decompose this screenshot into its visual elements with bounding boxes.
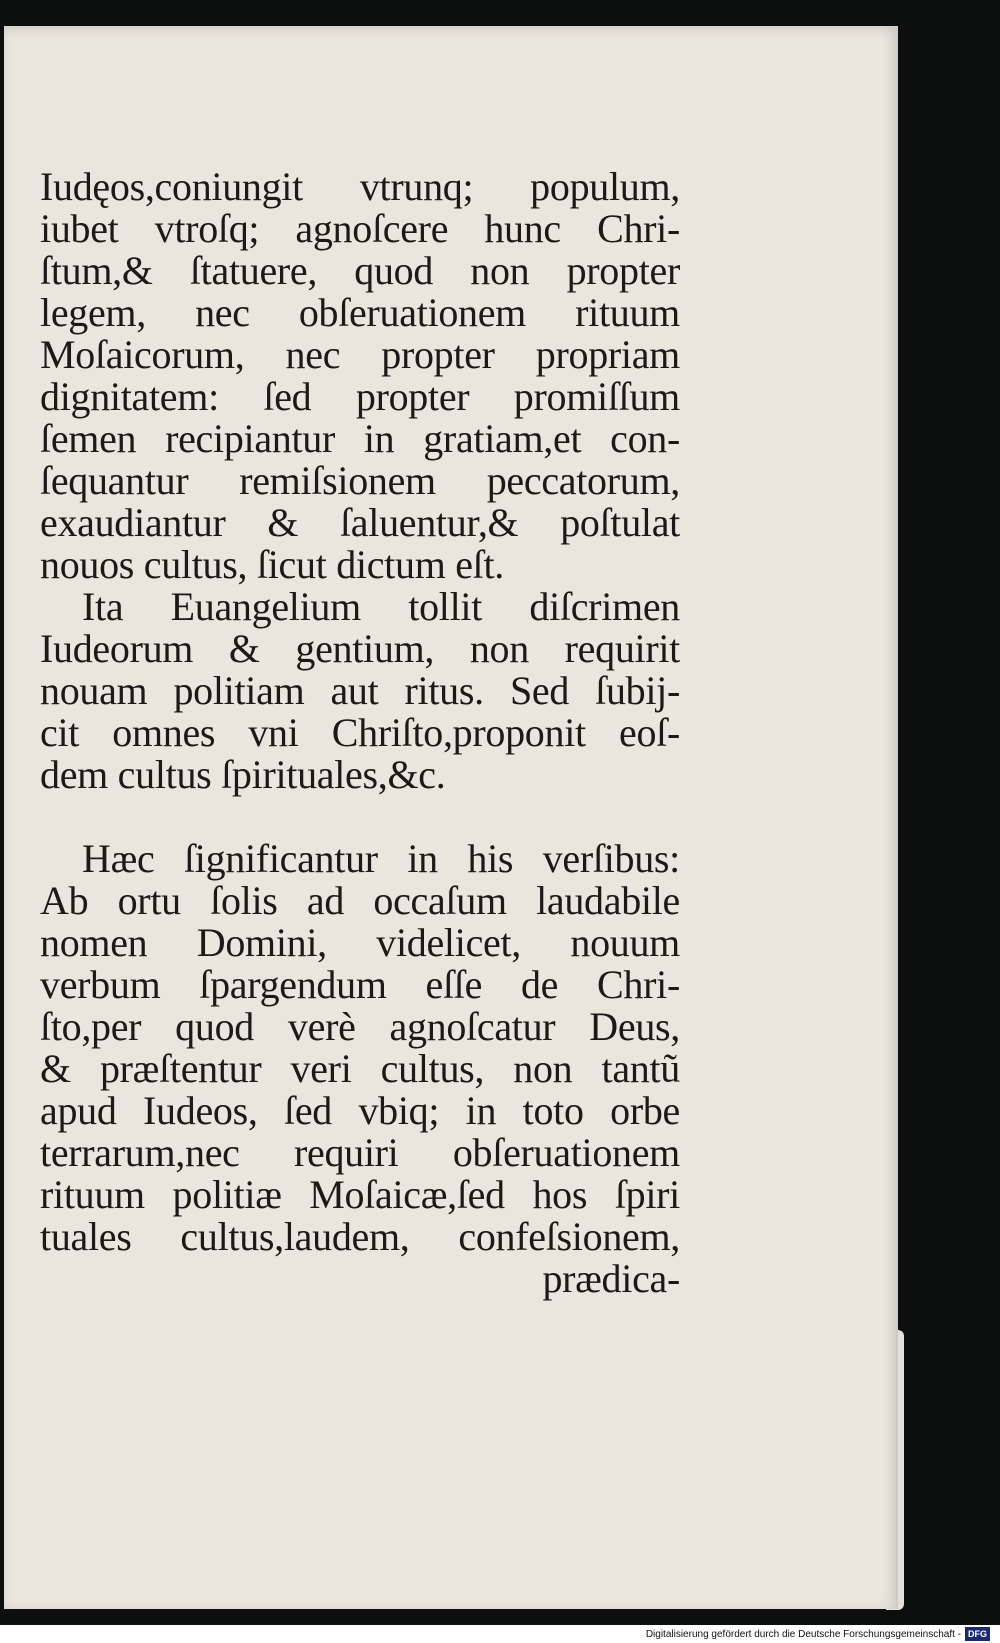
text-line: nouam politiam aut ritus. Sed ſubij- (40, 668, 680, 713)
paragraph-gap (40, 796, 680, 838)
text-line: dem cultus ſpirituales,&c. (40, 752, 446, 797)
paragraph-1 (40, 166, 680, 586)
page-text (40, 166, 680, 1300)
text-line: rituum politiæ Moſaicæ,ſed hos ſpiri (40, 1172, 680, 1217)
paragraph-2-body (40, 628, 680, 796)
text-line: cit omnes vni Chriſto,proponit eoſ- (40, 710, 680, 755)
paragraph-3-first (40, 838, 680, 880)
text-line: Ita Euangelium tollit diſcrimen (82, 584, 680, 629)
text-line: ſto,per quod verè agnoſcatur Deus, (40, 1004, 680, 1049)
credit-text: Digitalisierung gefördert durch die Deutsche Forschungsgemeinschaft - (645, 1628, 961, 1640)
text-line: nouos cultus, ſicut dictum eſt. (40, 542, 504, 587)
text-line: legem, nec obſeruationem rituum (40, 290, 680, 335)
paragraph-2 (40, 586, 680, 628)
dfg-logo: DFG (965, 1627, 990, 1641)
text-line: Iudeorum & gentium, non requirit (40, 626, 680, 671)
text-line: verbum ſpargendum eſſe de Chri- (40, 962, 680, 1007)
text-line: Iudęos,coniungit vtrunq; populum, (40, 164, 680, 209)
text-line: iubet vtroſq; agnoſcere hunc Chri- (40, 206, 680, 251)
text-line: exaudiantur & ſaluentur,& poſtulat (40, 500, 680, 545)
book-page (4, 26, 898, 1609)
text-line: nomen Domini, videlicet, nouum (40, 920, 680, 965)
text-line: ſtum,& ſtatuere, quod non propter (40, 248, 680, 293)
text-line: tuales cultus,laudem, confeſsionem, (40, 1214, 680, 1259)
text-line: Moſaicorum, nec propter propriam (40, 332, 680, 377)
text-line: Ab ortu ſolis ad occaſum laudabile (40, 878, 680, 923)
digitization-credit (646, 1626, 990, 1642)
text-line: dignitatem: ſed propter promiſſum (40, 374, 680, 419)
text-line: apud Iudeos, ſed vbiq; in toto orbe (40, 1088, 680, 1133)
text-line: Hæc ſignificantur in his verſibus: (82, 836, 680, 881)
text-line: ſequantur remiſsionem peccatorum, (40, 458, 680, 503)
catchword: prædica- (542, 1256, 680, 1301)
paragraph-3 (40, 880, 680, 1258)
text-line: terrarum,nec requiri obſeruationem (40, 1130, 680, 1175)
text-line: ſemen recipiantur in gratiam,et con- (40, 416, 680, 461)
text-line: & præſtentur veri cultus, non tantũ (40, 1046, 680, 1091)
